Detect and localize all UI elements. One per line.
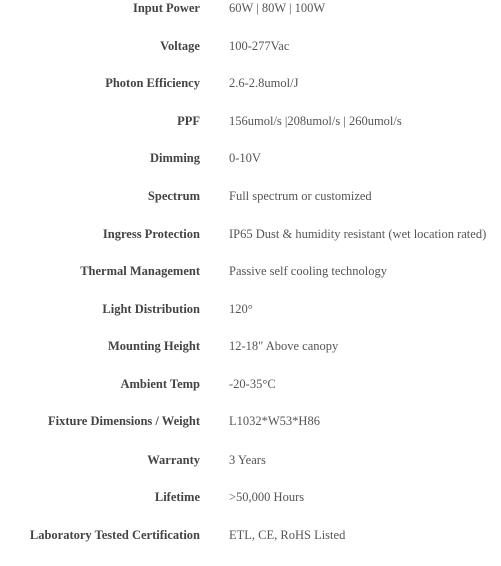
spec-row-ingress-protection bbox=[0, 227, 501, 247]
spec-row-photon-efficiency bbox=[0, 76, 501, 96]
spec-value: L1032*W53*H86 bbox=[229, 414, 320, 428]
spec-label: Lifetime bbox=[154, 490, 200, 504]
spec-label: Spectrum bbox=[147, 189, 200, 203]
spec-row-thermal-management bbox=[0, 264, 501, 284]
spec-row-ppf bbox=[0, 114, 501, 134]
spec-value: 3 Years bbox=[229, 453, 266, 467]
spec-row-warranty bbox=[0, 453, 501, 473]
spec-value: 0-10V bbox=[229, 151, 261, 165]
spec-label: Dimming bbox=[150, 151, 200, 165]
spec-value: 12-18" Above canopy bbox=[229, 339, 339, 353]
spec-label: Warranty bbox=[147, 453, 200, 467]
spec-value: Passive self cooling technology bbox=[229, 264, 387, 278]
spec-label: Fixture Dimensions / Weight bbox=[48, 414, 200, 428]
spec-label: Photon Efficiency bbox=[105, 76, 200, 90]
spec-row-ambient-temp bbox=[0, 377, 501, 397]
spec-label: Thermal Management bbox=[80, 264, 200, 278]
spec-value: IP65 Dust & humidity resistant (wet location rated) bbox=[229, 227, 487, 241]
spec-row-lifetime bbox=[0, 490, 501, 510]
spec-value: 120° bbox=[229, 302, 253, 316]
spec-label: Ambient Temp bbox=[120, 377, 200, 391]
spec-row-dimming bbox=[0, 151, 501, 171]
spec-value: 156umol/s |208umol/s | 260umol/s bbox=[229, 114, 402, 128]
spec-label: Input Power bbox=[132, 1, 200, 15]
spec-row-fixture-dimensions bbox=[0, 414, 501, 434]
spec-value: ETL, CE, RoHS Listed bbox=[229, 528, 346, 542]
spec-label: Laboratory Tested Certification bbox=[29, 528, 200, 542]
spec-value: Full spectrum or customized bbox=[229, 189, 372, 203]
spec-row-certification bbox=[0, 528, 501, 548]
spec-label: Light Distribution bbox=[102, 302, 200, 316]
spec-row-voltage bbox=[0, 39, 501, 59]
spec-row-input-power bbox=[0, 1, 501, 21]
spec-label: Ingress Protection bbox=[102, 227, 200, 241]
spec-label: PPF bbox=[177, 114, 200, 128]
spec-row-spectrum bbox=[0, 189, 501, 209]
spec-value: -20-35°C bbox=[229, 377, 276, 391]
spec-label: Mounting Height bbox=[107, 339, 200, 353]
spec-value: 100-277Vac bbox=[229, 39, 290, 53]
spec-value: 2.6-2.8umol/J bbox=[229, 76, 299, 90]
spec-label: Voltage bbox=[160, 39, 200, 53]
spec-value: >50,000 Hours bbox=[229, 490, 305, 504]
spec-value: 60W | 80W | 100W bbox=[229, 1, 326, 15]
spec-row-mounting-height bbox=[0, 339, 501, 359]
spec-row-light-distribution bbox=[0, 302, 501, 322]
